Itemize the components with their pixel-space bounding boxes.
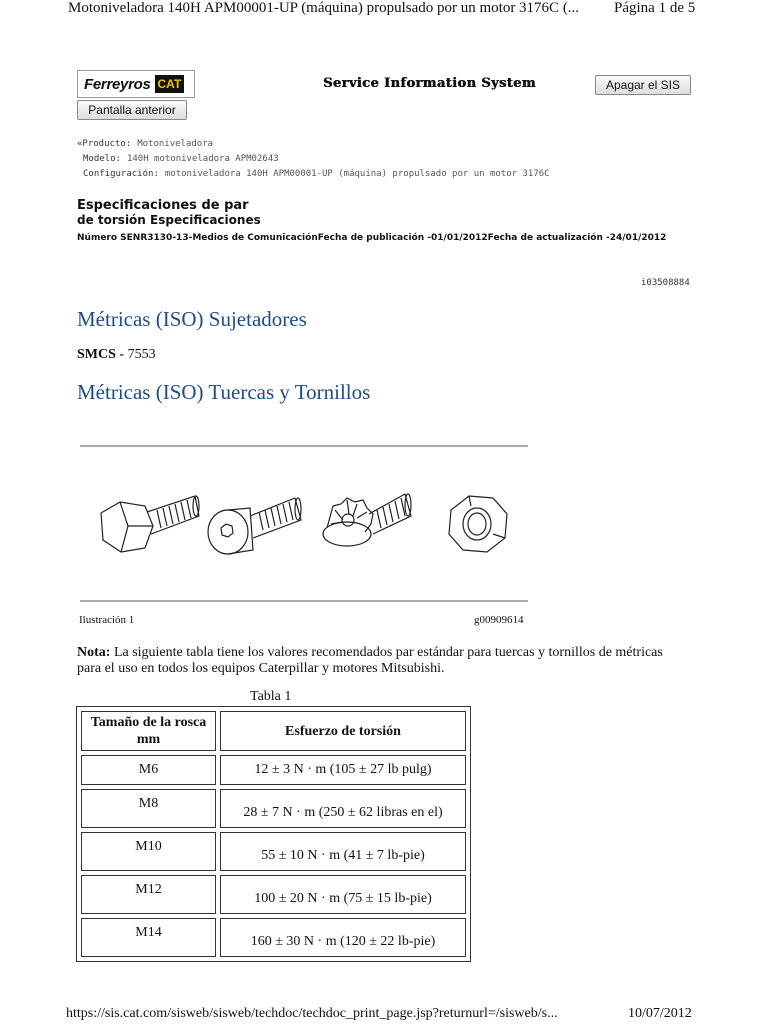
header-thread-size: Tamaño de la rosca mm [81, 711, 216, 751]
torque-table [76, 706, 471, 962]
smcs-value: 7553 [127, 347, 156, 362]
config-value: motoniveladora 140H APM00001-UP (máquina) propulsado por un motor 3176C [164, 169, 550, 179]
hex-nut-drawing [449, 496, 507, 552]
table-header-row [81, 711, 466, 751]
heading-sujetadores: Métricas (ISO) Sujetadores [77, 307, 307, 331]
cell-torque: 55 ± 10 N · m (41 ± 7 lb-pie) [220, 832, 466, 871]
illustration-id: g00909614 [474, 614, 524, 626]
cell-size: M6 [81, 755, 216, 785]
producto-value: Motoniveladora [137, 139, 214, 149]
meta-producto [77, 139, 213, 149]
meta-modelo [83, 154, 279, 164]
cell-torque: 12 ± 3 N · m (105 ± 27 lb pulg) [220, 755, 466, 785]
publication-info: Número SENR3130-13-Medios de ComunicaciónFecha de publicación -01/01/2012Fecha de actualización -24/01/2012 [77, 233, 667, 243]
ferreyros-cat-logo [77, 70, 195, 98]
modelo-value: 140H motoniveladora APM02643 [126, 154, 279, 164]
note-text: La siguiente tabla tiene los valores recomendados par estándar para tuercas y tornillos de métricas para el uso en todos los equipos Caterpillar y motores Mitsubishi. [77, 645, 663, 676]
document-id: i03508884 [641, 278, 690, 288]
print-header-title: Motoniveladora 140H APM00001-UP (máquina) propulsado por un motor 3176C (... [68, 0, 580, 16]
print-footer-url: https://sis.cat.com/sisweb/sisweb/techdoc/techdoc_print_page.jsp?returnurl=/sisweb/s... [66, 1006, 558, 1021]
cell-torque: 160 ± 30 N · m (120 ± 22 lb-pie) [220, 918, 466, 957]
table-row [81, 789, 466, 828]
spec-title-line2: de torsión Especificaciones [77, 213, 261, 227]
config-label: Configuración: [83, 169, 159, 179]
sis-title: Service Information System [323, 76, 536, 91]
illustration-bottom-divider [80, 600, 528, 602]
cat-logo: CAT [155, 75, 185, 93]
pantalla-anterior-button[interactable]: Pantalla anterior [77, 100, 187, 120]
cell-torque: 100 ± 20 N · m (75 ± 15 lb-pie) [220, 875, 466, 914]
apagar-sis-button[interactable]: Apagar el SIS [595, 75, 691, 95]
smcs-code [77, 347, 156, 363]
cell-torque: 28 ± 7 N · m (250 ± 62 libras en el) [220, 789, 466, 828]
illustration-top-divider [80, 445, 528, 447]
cell-size: M12 [81, 875, 216, 914]
meta-configuracion [83, 169, 550, 179]
spec-title-line1: Especificaciones de par [77, 198, 249, 213]
table-row [81, 755, 466, 785]
smcs-label: SMCS - [77, 347, 125, 362]
illustration-caption: Ilustración 1 [79, 614, 135, 626]
header-torque: Esfuerzo de torsión [220, 711, 466, 751]
hex-bolt-drawing [101, 496, 199, 552]
logo-text: Ferreyros [84, 75, 151, 93]
cell-size: M10 [81, 832, 216, 871]
table-row [81, 918, 466, 957]
socket-screw-drawing [208, 498, 301, 554]
table-row [81, 875, 466, 914]
note-label: Nota: [77, 645, 111, 660]
modelo-label: Modelo: [83, 154, 121, 164]
table-caption: Tabla 1 [250, 689, 292, 704]
heading-tuercas-tornillos: Métricas (ISO) Tuercas y Tornillos [77, 380, 371, 404]
producto-label: «Producto: [77, 139, 132, 149]
note-paragraph [77, 645, 677, 677]
fasteners-illustration [95, 478, 525, 578]
twelve-point-bolt-drawing [323, 494, 411, 546]
cell-size: M8 [81, 789, 216, 828]
cell-size: M14 [81, 918, 216, 957]
print-page-number: Página 1 de 5 [614, 0, 696, 16]
table-row [81, 832, 466, 871]
print-footer-date: 10/07/2012 [628, 1006, 692, 1021]
